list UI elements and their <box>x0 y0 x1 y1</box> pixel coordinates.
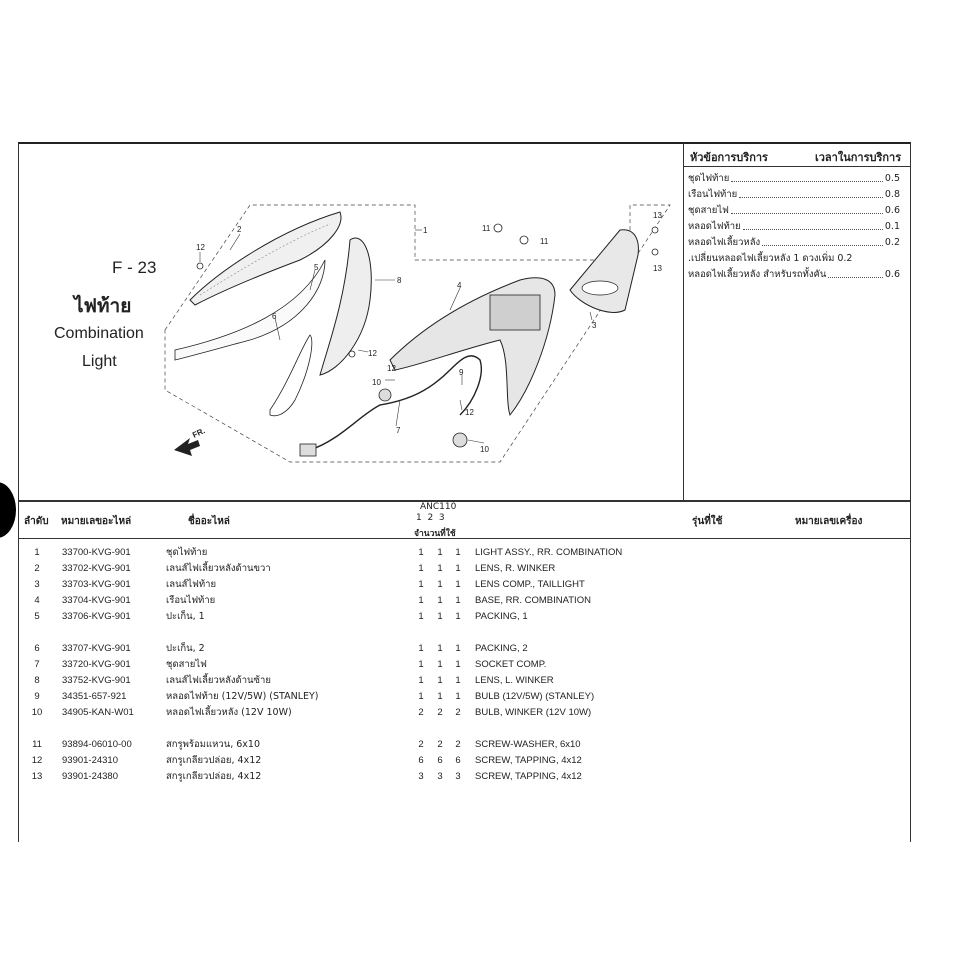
service-item-name: หลอดไฟเลี้ยวหลัง <box>688 237 761 248</box>
callout-12a: 12 <box>196 243 205 252</box>
page-title-thai: ไฟท้าย <box>74 295 132 317</box>
page-title-english-line1: Combination <box>54 325 144 342</box>
part-name-thai-text: หลอดไฟท้าย (12V/5W) (STANLEY) <box>166 691 319 702</box>
qty-variant-3: 1 <box>455 563 461 574</box>
table-row <box>20 593 900 609</box>
service-item <box>688 235 900 251</box>
col-header-engine-number: หมายเลขเครื่อง <box>795 516 863 527</box>
col-header-quantity: จำนวนที่ใช้ <box>414 529 456 539</box>
callout-7: 7 <box>396 426 401 435</box>
part-name-thai-text: ปะเก็น, 2 <box>166 643 205 654</box>
row-number: 7 <box>34 659 40 670</box>
table-top-line <box>18 500 911 502</box>
service-item-time: 0.5 <box>884 173 900 184</box>
part-name-thai-text: หลอดไฟเลี้ยวหลัง (12V 10W) <box>166 707 292 718</box>
callout-13a: 13 <box>653 211 662 220</box>
qty-variant-1: 1 <box>418 675 424 686</box>
table-row <box>20 673 900 689</box>
qty-variant-1: 3 <box>418 771 424 782</box>
part-name-thai-text: สกรูพร้อมแหวน, 6x10 <box>166 739 260 750</box>
qty-variant-3: 3 <box>455 771 461 782</box>
part-number: 33704-KVG-901 <box>62 595 131 606</box>
row-number: 13 <box>31 771 43 782</box>
service-item-name: หลอดไฟท้าย <box>688 221 741 232</box>
part-name-thai-text: สกรูเกลียวปล่อย, 4x12 <box>166 771 262 782</box>
qty-variant-3: 1 <box>455 659 461 670</box>
qty-variant-2: 6 <box>437 755 443 766</box>
part-name-english: LENS COMP., TAILLIGHT <box>475 579 585 590</box>
qty-variant-2: 1 <box>437 643 443 654</box>
callout-6: 6 <box>272 312 277 321</box>
qty-variant-1: 1 <box>418 643 424 654</box>
service-item <box>688 219 900 235</box>
qty-variant-2: 1 <box>437 691 443 702</box>
qty-variant-2: 1 <box>437 595 443 606</box>
dot-leader <box>731 203 883 214</box>
part-number: 33720-KVG-901 <box>62 659 131 670</box>
callout-12b: 12 <box>368 349 377 358</box>
part-name-thai-text: เลนส์ไฟท้าย <box>166 579 217 590</box>
exploded-parts-diagram <box>160 200 680 470</box>
part-lens-r-winker <box>190 212 341 305</box>
qty-variant-3: 2 <box>455 707 461 718</box>
dot-leader <box>828 267 883 278</box>
qty-variant-1: 1 <box>418 563 424 574</box>
service-item <box>688 203 900 219</box>
part-name-english: BASE, RR. COMBINATION <box>475 595 591 606</box>
svg-text:FR.: FR. <box>191 426 207 440</box>
part-lens-taillight <box>570 230 638 313</box>
part-number: 34351-657-921 <box>62 691 127 702</box>
part-number: 93901-24310 <box>62 755 118 766</box>
screw-11b <box>520 236 528 244</box>
part-name-thai-text: ชุดสายไฟ <box>166 659 207 670</box>
service-item <box>688 187 900 203</box>
col-header-part-number: หมายเลขอะไหล่ <box>61 516 132 527</box>
part-name-thai-text: ชุดไฟท้าย <box>166 547 208 558</box>
part-name-english: SCREW, TAPPING, 4x12 <box>475 771 582 782</box>
qty-variant-2: 3 <box>437 771 443 782</box>
part-name-english: LENS, R. WINKER <box>475 563 556 574</box>
service-item-name: หลอดไฟเลี้ยวหลัง สำหรับรถทั้งคัน <box>688 269 827 280</box>
row-number: 2 <box>34 563 40 574</box>
table-row <box>20 737 900 753</box>
qty-variant-3: 1 <box>455 675 461 686</box>
qty-variant-1: 1 <box>418 547 424 558</box>
qty-variant-2: 1 <box>437 659 443 670</box>
col-header-part-name: ชื่ออะไหล่ <box>188 516 230 527</box>
callout-10b: 10 <box>480 445 489 454</box>
part-name-english: BULB (12V/5W) (STANLEY) <box>475 691 595 702</box>
part-name-english: BULB, WINKER (12V 10W) <box>475 707 592 718</box>
part-number: 93894-06010-00 <box>62 739 132 750</box>
qty-variant-2: 1 <box>437 547 443 558</box>
callout-3: 3 <box>592 321 597 330</box>
callout-12c: 12 <box>387 364 396 373</box>
callout-12d: 12 <box>465 408 474 417</box>
part-name-thai-text: เลนส์ไฟเลี้ยวหลังด้านซ้าย <box>166 675 271 686</box>
page-title-english-line2: Light <box>82 353 117 370</box>
col-header-no: ลำดับ <box>24 516 49 527</box>
callout-9: 9 <box>459 368 464 377</box>
row-number: 4 <box>34 595 40 606</box>
table-row <box>20 561 900 577</box>
service-item-time: 0.6 <box>884 205 900 216</box>
part-lens-l-winker <box>320 238 371 375</box>
callout-1: 1 <box>423 226 428 235</box>
part-name-thai-text: ปะเก็น, 1 <box>166 611 205 622</box>
callout-5: 5 <box>314 263 319 272</box>
divider-vertical <box>683 143 684 501</box>
callout-10a: 10 <box>372 378 381 387</box>
callout-8: 8 <box>397 276 402 285</box>
qty-variant-1: 1 <box>418 659 424 670</box>
row-number: 5 <box>34 611 40 622</box>
dot-leader <box>743 219 883 230</box>
qty-variant-2: 1 <box>437 579 443 590</box>
row-number: 11 <box>32 739 42 750</box>
qty-variant-3: 1 <box>455 691 461 702</box>
part-name-thai-text: สกรูเกลียวปล่อย, 4x12 <box>166 755 262 766</box>
service-item-time: 0.6 <box>884 269 900 280</box>
service-item-name: ชุดสายไฟ <box>688 205 729 216</box>
callout-11a: 11 <box>482 224 491 233</box>
part-name-english: SOCKET COMP. <box>475 659 547 670</box>
qty-variant-2: 1 <box>437 675 443 686</box>
row-number: 10 <box>31 707 43 718</box>
qty-variant-3: 1 <box>455 579 461 590</box>
table-row <box>20 641 900 657</box>
service-item-time: 0.8 <box>884 189 900 200</box>
part-number: 33707-KVG-901 <box>62 643 131 654</box>
qty-variant-2: 1 <box>437 611 443 622</box>
service-header-line <box>683 166 911 167</box>
service-time-header: เวลาในการบริการ <box>815 151 902 164</box>
qty-variant-3: 1 <box>455 611 461 622</box>
part-name-english: PACKING, 1 <box>475 611 528 622</box>
qty-variant-1: 6 <box>418 755 424 766</box>
row-number: 6 <box>34 643 40 654</box>
table-row <box>20 769 900 785</box>
row-number: 8 <box>34 675 40 686</box>
table-header-line <box>18 538 911 539</box>
row-number: 1 <box>34 547 40 558</box>
table-row <box>20 753 900 769</box>
qty-variant-3: 6 <box>455 755 461 766</box>
part-name-english: PACKING, 2 <box>475 643 528 654</box>
qty-variant-2: 1 <box>437 563 443 574</box>
part-name-english: SCREW-WASHER, 6x10 <box>475 739 581 750</box>
front-direction-arrow-icon <box>174 426 207 456</box>
qty-variant-2: 2 <box>437 739 443 750</box>
part-number: 33703-KVG-901 <box>62 579 131 590</box>
part-number: 34905-KAN-W01 <box>62 707 134 718</box>
service-item <box>688 267 900 283</box>
qty-variant-1: 2 <box>418 739 424 750</box>
qty-variant-1: 2 <box>418 707 424 718</box>
qty-variant-1: 1 <box>418 579 424 590</box>
col-header-model: รุ่นที่ใช้ <box>692 516 723 527</box>
service-item-name: ชุดไฟท้าย <box>688 173 730 184</box>
table-row <box>20 657 900 673</box>
service-item-time: 0.1 <box>884 221 900 232</box>
part-name-thai-text: เลนส์ไฟเลี้ยวหลังด้านขวา <box>166 563 271 574</box>
service-item <box>688 251 900 267</box>
row-number: 3 <box>34 579 40 590</box>
dot-leader <box>731 171 883 182</box>
service-topic-header: หัวข้อการบริการ <box>690 151 768 164</box>
table-row <box>20 577 900 593</box>
service-item-name: .เปลี่ยนหลอดไฟเลี้ยวหลัง 1 ดวงเพิ่ม 0.2 <box>688 253 853 264</box>
table-row <box>20 545 900 561</box>
section-code: F - 23 <box>112 258 157 277</box>
variant-numbers: 1 2 3 <box>416 513 445 523</box>
qty-variant-1: 1 <box>418 611 424 622</box>
service-item-name: เรือนไฟท้าย <box>688 189 738 200</box>
callout-11b: 11 <box>540 237 549 246</box>
part-number: 33706-KVG-901 <box>62 611 131 622</box>
part-packing-2 <box>270 335 312 416</box>
qty-variant-3: 2 <box>455 739 461 750</box>
part-name-thai-text: เรือนไฟท้าย <box>166 595 216 606</box>
part-name-english: SCREW, TAPPING, 4x12 <box>475 755 582 766</box>
part-number: 33702-KVG-901 <box>62 563 131 574</box>
table-row <box>20 705 900 721</box>
callout-4: 4 <box>457 281 462 290</box>
dot-leader <box>762 235 883 246</box>
table-row <box>20 609 900 625</box>
model-code: ANC110 <box>420 502 457 512</box>
service-item <box>688 171 900 187</box>
part-number: 33752-KVG-901 <box>62 675 131 686</box>
qty-variant-2: 2 <box>437 707 443 718</box>
callout-2: 2 <box>237 225 242 234</box>
dot-leader <box>739 187 883 198</box>
service-time-list <box>688 171 900 283</box>
part-name-english: LIGHT ASSY., RR. COMBINATION <box>475 547 623 558</box>
qty-variant-3: 1 <box>455 547 461 558</box>
qty-variant-3: 1 <box>455 643 461 654</box>
screw-11a <box>494 224 502 232</box>
part-number: 33700-KVG-901 <box>62 547 131 558</box>
row-number: 12 <box>31 755 43 766</box>
callout-13b: 13 <box>653 264 662 273</box>
page-edge-marker <box>0 482 16 538</box>
service-item-time: 0.2 <box>884 237 900 248</box>
qty-variant-3: 1 <box>455 595 461 606</box>
row-number: 9 <box>34 691 40 702</box>
part-number: 93901-24380 <box>62 771 118 782</box>
qty-variant-1: 1 <box>418 691 424 702</box>
table-row <box>20 689 900 705</box>
qty-variant-1: 1 <box>418 595 424 606</box>
part-name-english: LENS, L. WINKER <box>475 675 554 686</box>
